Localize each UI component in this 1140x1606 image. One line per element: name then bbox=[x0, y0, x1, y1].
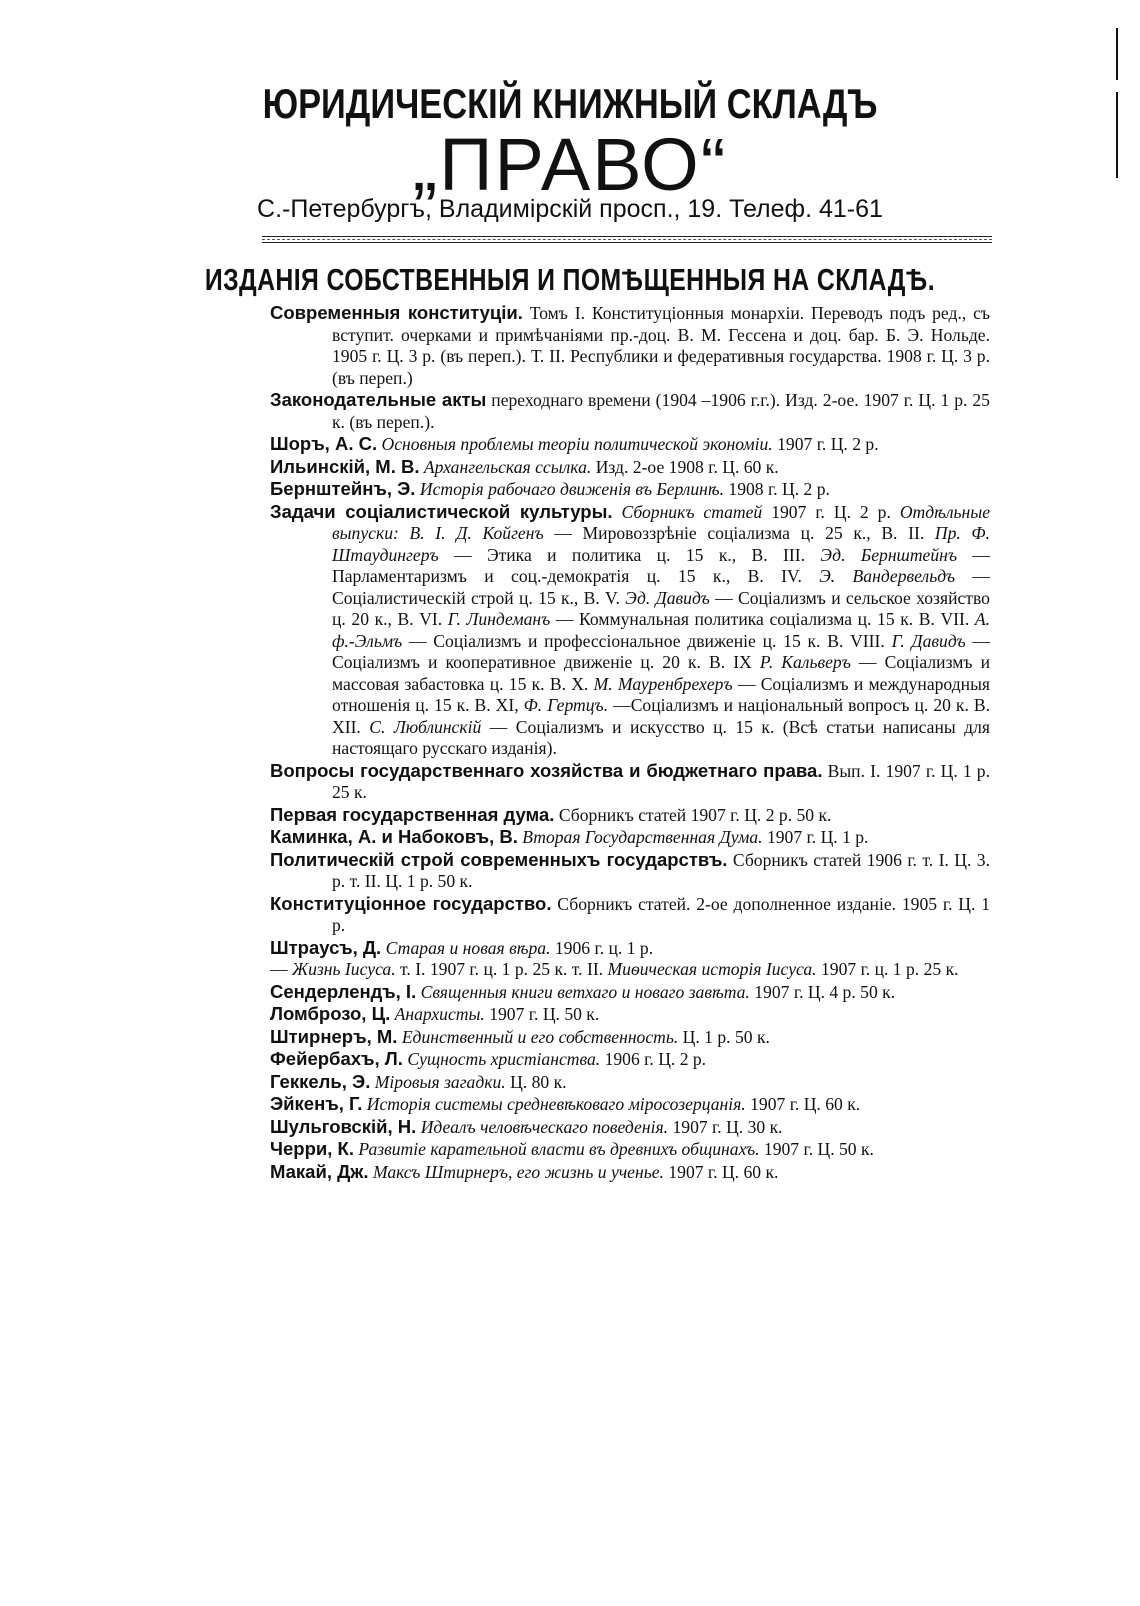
entry-details: 1907 г. Ц. 2 р. bbox=[777, 434, 879, 454]
entry-details: Вып. I. 1907 г. Ц. 1 р. 25 к. bbox=[332, 760, 990, 802]
entry-details: — Соціализмъ и искусство ц. 15 к. (Всѣ статьи написаны для настоящаго русскаго изданія). bbox=[332, 716, 991, 758]
scan-edge-mark bbox=[1116, 28, 1118, 80]
catalog-entry bbox=[270, 760, 990, 804]
entry-title: Миѳическая исторія Іисуса. bbox=[607, 959, 817, 979]
entry-contributor: Э. Вандервельдъ bbox=[819, 566, 956, 586]
entry-author: Задачи соціалистической культуры. bbox=[270, 500, 613, 522]
section-title: ИЗДАНІЯ СОБСТВЕННЫЯ И ПОМѢЩЕННЫЯ НА СКЛАДѢ. bbox=[204, 262, 936, 297]
entry-title: Идеалъ человѣческаго поведенія. bbox=[420, 1116, 669, 1137]
entry-contributor: Д. Койгенъ bbox=[456, 523, 544, 543]
entry-title: Исторія рабочаго движенія въ Берлинѣ. bbox=[419, 479, 724, 499]
entry-details: 1907 г. Ц. 60 к. bbox=[668, 1161, 779, 1182]
entry-details: — Мировоззрѣніе соціализма ц. 25 к., В. II. bbox=[554, 523, 925, 543]
store-heading: ЮРИДИЧЕСКІЙ КНИЖНЫЙ СКЛАДЪ bbox=[262, 80, 878, 127]
entry-details: — Этика и политика ц. 15 к., В. III. bbox=[454, 544, 806, 565]
entry-details: 1906 г. Ц. 2 р. bbox=[604, 1049, 707, 1069]
entry-details: 1907 г. ц. 1 р. 25 к. bbox=[820, 959, 959, 979]
entry-details: т. I. 1907 г. ц. 1 р. 25 к. т. II. bbox=[400, 959, 604, 979]
entry-title: Сборникъ статей bbox=[621, 501, 763, 522]
catalog-entry bbox=[270, 1138, 990, 1161]
header-rules bbox=[262, 236, 992, 245]
entry-author: Ильинскій, М. В. bbox=[270, 455, 420, 477]
entry-details: — Соціализмъ и сельское хозяйство ц. 20 к., В. VI. bbox=[332, 587, 990, 629]
entry-contributor: Г. Давидъ bbox=[891, 630, 966, 651]
entry-details: 1907 г. Ц. 50 к. bbox=[763, 1139, 874, 1159]
entry-details: — bbox=[270, 959, 288, 979]
catalog-entry bbox=[270, 478, 990, 501]
entry-author: Ломброзо, Ц. bbox=[270, 1003, 391, 1024]
catalog-entry bbox=[270, 1003, 990, 1026]
catalog-entry bbox=[270, 937, 990, 960]
store-name: „ПРАВО“ bbox=[412, 123, 728, 206]
entry-details: Сборникъ статей 1907 г. Ц. 2 р. 50 к. bbox=[558, 804, 832, 825]
entry-author: Черри, К. bbox=[270, 1138, 354, 1159]
entry-author: Штраусъ, Д. bbox=[270, 936, 382, 958]
catalog-entry bbox=[270, 849, 990, 893]
entry-details: переходнаго времени (1904 –1906 г.г.). Изд. 2-ое. 1907 г. Ц. 1 р. 25 к. (въ переп.). bbox=[332, 390, 990, 432]
catalog-entry bbox=[270, 959, 990, 981]
rule-line bbox=[262, 239, 992, 240]
entry-contributor: Эд. Бернштейнъ bbox=[820, 544, 958, 565]
entry-details: Отдѣльные выпуски: В. I. bbox=[332, 501, 991, 543]
catalog-entry bbox=[270, 1093, 990, 1116]
entry-author: Сендерлендъ, I. bbox=[270, 980, 417, 1002]
entry-details: — Соціализмъ и профессіональное движеніе ц. 15 к. В. VIII. bbox=[408, 630, 885, 651]
entry-details: — Парламентаризмъ и соц.-демократія ц. 15 к., В. IV. bbox=[332, 544, 990, 586]
catalog-entry bbox=[270, 501, 990, 760]
catalog-entry bbox=[270, 893, 990, 937]
entry-title: Вторая Государственная Дума. bbox=[522, 827, 763, 847]
entry-author: Бернштейнъ, Э. bbox=[270, 478, 416, 499]
entry-title: Жизнь Іисуса. bbox=[292, 959, 396, 979]
entry-author: Эйкенъ, Г. bbox=[270, 1093, 363, 1114]
entry-details: Томъ I. Конституціонныя монархіи. Переводъ подъ ред., съ вступит. очерками и примѣчаніями пр.-доц. В. М. Гессена и доц. бар. Б. Э. Нольде. 1905 г. Ц. 3 р. (въ переп.). Т. II. Республики и федеративныя государства. 1908 г. Ц. 3 р. (въ переп.) bbox=[332, 303, 991, 388]
entry-author: Конституціонное государство. bbox=[270, 892, 552, 914]
entry-details: —Соціализмъ и національный вопросъ ц. 20 к. В. XII. bbox=[332, 695, 990, 737]
catalog-entry bbox=[270, 981, 990, 1004]
catalog-entries bbox=[270, 302, 990, 1183]
entry-details: — Коммунальная политика соціализма ц. 15 к. В. VII. bbox=[555, 609, 970, 629]
entry-author: Шоръ, А. С. bbox=[270, 433, 378, 454]
entry-details: Ц. 1 р. 50 к. bbox=[682, 1026, 770, 1047]
entry-details: Ц. 80 к. bbox=[510, 1071, 567, 1092]
entry-author: Первая государственная дума. bbox=[270, 803, 555, 825]
entry-title: Основныя проблемы теоріи политической экономіи. bbox=[381, 434, 773, 454]
store-address: С.-Петербургъ, Владимірскій просп., 19. Телеф. 41-61 bbox=[257, 195, 883, 223]
entry-details: 1907 г. Ц. 60 к. bbox=[750, 1094, 861, 1114]
catalog-entry bbox=[270, 389, 990, 433]
entry-title: Анархисты. bbox=[394, 1004, 485, 1024]
entry-details: 1907 г. Ц. 4 р. 50 к. bbox=[754, 981, 896, 1002]
catalog-entry bbox=[270, 826, 990, 849]
catalog-entry bbox=[270, 1116, 990, 1139]
entry-author: Современныя конституціи. bbox=[270, 302, 523, 323]
entry-details: — Соціализмъ и кооперативное движеніе ц. 20 к. В. IX bbox=[332, 630, 990, 672]
entry-details: 1908 г. Ц. 2 р. bbox=[728, 479, 830, 499]
entry-details: Изд. 2-ое 1908 г. Ц. 60 к. bbox=[595, 456, 779, 477]
entry-details: — Соціалистическій строй ц. 15 к., В. V. bbox=[332, 566, 991, 608]
entry-details: Сборникъ статей 1906 г. т. I. Ц. 3. р. т. II. Ц. 1 р. 50 к. bbox=[332, 849, 990, 891]
entry-author: Вопросы государственнаго хозяйства и бюджетнаго права. bbox=[270, 759, 823, 781]
catalog-entry bbox=[270, 1071, 990, 1094]
entry-author: Геккель, Э. bbox=[270, 1070, 371, 1092]
entry-title: Священныя книги ветхаго и новаго завѣта. bbox=[420, 981, 750, 1002]
entry-contributor: С. Люблинскій bbox=[369, 716, 482, 737]
entry-title: Единственный и его собственность. bbox=[401, 1026, 679, 1047]
entry-details: — Соціализмъ и массовая забастовка ц. 15 к. В. X. bbox=[332, 652, 990, 694]
entry-author: Макай, Дж. bbox=[270, 1160, 369, 1182]
catalog-entry bbox=[270, 1048, 990, 1071]
entry-details: 1906 г. ц. 1 р. bbox=[554, 937, 654, 958]
catalog-entry bbox=[270, 1026, 990, 1049]
entry-title: Архангельская ссылка. bbox=[423, 456, 592, 477]
catalog-entry bbox=[270, 804, 990, 827]
rule-line bbox=[262, 242, 992, 243]
entry-author: Шульговскій, Н. bbox=[270, 1115, 417, 1137]
entry-author: Каминка, А. и Набоковъ, В. bbox=[270, 826, 518, 847]
entry-author: Фейербахъ, Л. bbox=[270, 1048, 403, 1069]
entry-contributor: М. Мауренбрехеръ bbox=[593, 673, 733, 694]
entry-title: Старая и новая вѣра. bbox=[385, 937, 551, 958]
entry-title: Міровыя загадки. bbox=[374, 1071, 506, 1092]
entry-author: Политическій строй современныхъ государствъ. bbox=[270, 848, 728, 870]
entry-author: Штирнеръ, М. bbox=[270, 1025, 398, 1047]
entry-details: 1907 г. Ц. 50 к. bbox=[489, 1004, 600, 1024]
entry-details: — Соціализмъ и международныя отношенія ц. 15 к. В. XI, bbox=[332, 673, 990, 715]
catalog-entry bbox=[270, 456, 990, 479]
entry-title: Развитіе карательной власти въ древнихъ общинахъ. bbox=[358, 1139, 760, 1159]
rule-line bbox=[262, 236, 992, 237]
entry-contributor: Р. Кальверъ bbox=[759, 652, 851, 672]
entry-author: Законодательные акты bbox=[270, 389, 487, 410]
entry-contributor: Пр. Ф. Штаудингеръ bbox=[332, 523, 990, 565]
entry-contributor: Г. Линдеманъ bbox=[447, 609, 551, 629]
entry-details: Сборникъ статей. 2-ое дополненное изданіе. 1905 г. Ц. 1 р. bbox=[332, 893, 990, 935]
entry-title: Исторія системы средневѣковаго міросозерцанія. bbox=[366, 1094, 746, 1114]
entry-contributor: Ф. Гертцъ. bbox=[523, 695, 609, 715]
entry-details: 1907 г. Ц. 1 р. bbox=[766, 827, 869, 847]
catalog-entry bbox=[270, 302, 990, 389]
entry-title: Максъ Штирнеръ, его жизнь и ученье. bbox=[372, 1161, 664, 1182]
entry-details: 1907 г. Ц. 30 к. bbox=[672, 1116, 783, 1137]
catalog-entry bbox=[270, 1161, 990, 1184]
catalog-entry bbox=[270, 433, 990, 456]
entry-details: 1907 г. Ц. 2 р. bbox=[771, 501, 891, 522]
entry-contributor: А. ф.-Эльмъ bbox=[332, 609, 991, 651]
entry-title: Сущность христіанства. bbox=[407, 1049, 601, 1069]
entry-contributor: Эд. Давидъ bbox=[625, 587, 710, 608]
